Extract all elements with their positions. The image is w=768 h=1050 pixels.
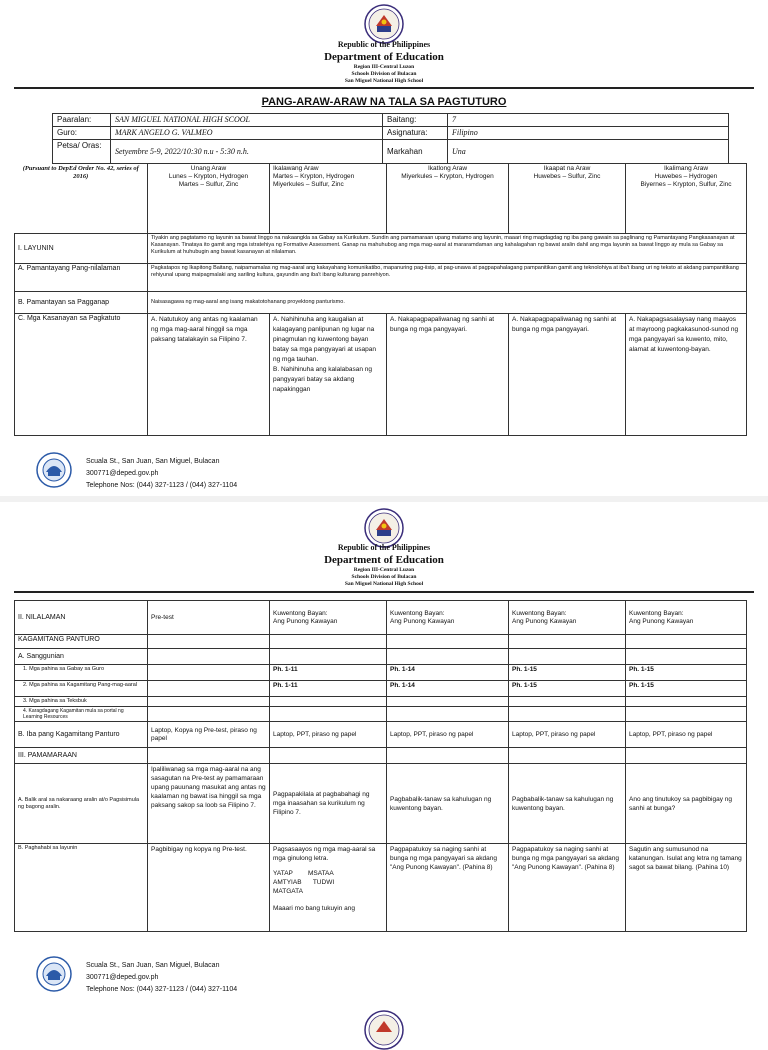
pagkatuto-day3: A. Nakapagpapaliwanag ng sanhi at bunga ng mga pangyayari. bbox=[387, 314, 509, 436]
footer-email[interactable]: 300771@deped.gov.ph bbox=[86, 974, 159, 981]
footer-1 bbox=[36, 452, 436, 502]
paaralan-label: Paaralan: bbox=[53, 114, 111, 127]
kagamitan-label: KAGAMITANG PANTURO bbox=[15, 635, 148, 649]
layunin-aralin-day2-tail: Maaari mo bang tukuyin ang bbox=[273, 905, 356, 912]
guro-pages-day5: Ph. 1-15 bbox=[626, 665, 747, 681]
pangnilalaman-text: Pagkatapos ng Ikapitong Baitang, naipamamalas ng mag-aaral ang kakayahang komunikatibo, mapanuring pag-iisip, at pag-unawa at pagpapahalagang pampanitikan gamit ang teknolohiya at iba't ibang uri ng teksto at akdang pampanitikang rehiyunal upang maipagmalaki ang sariling kultura, gayundin ang iba't ibang kulturang panrehiyon. bbox=[148, 264, 747, 292]
nilalaman-label: II. NILALAMAN bbox=[15, 601, 148, 635]
school-logo-icon bbox=[36, 956, 72, 992]
deped-seal-icon bbox=[364, 508, 404, 548]
pagkatuto-day4: A. Nakapagpapaliwanag ng sanhi at bunga ng mga pangyayari. bbox=[509, 314, 626, 436]
ibapa-day2: Laptop, PPT, piraso ng papel bbox=[270, 722, 387, 748]
layunin-aralin-label: B. Paghahabi sa layunin bbox=[15, 844, 148, 932]
page-2 bbox=[0, 500, 768, 1024]
school-logo-icon bbox=[36, 452, 72, 488]
pagkatuto-day2: A. Nahihinuha ang kaugalian at kalagayang panlipunan ng lugar na pinagmulan ng kuwentong bayan batay sa mga pangyayari at usapan ng mga tauhan. B. Nahihinuha ang kalalabasan ng pangyayari batay sa akdang napakinggan bbox=[270, 314, 387, 436]
lesson-plan-table-1 bbox=[14, 163, 747, 436]
asignatura-value: Filipino bbox=[448, 127, 729, 140]
guro-pages-day4: Ph. 1-15 bbox=[509, 665, 626, 681]
division-text: Schools Division of Bulacan bbox=[351, 71, 417, 77]
layunin-text: Tiyakin ang pagtatamo ng layunin sa bawat linggo na nakaangkla sa Gabay sa Kurikulum. Sundin ang pamamaraan upang matamo ang layunin, maaari ring magdagdag ng iba pang gawain sa paglinang ng Pamantayang Pangkasanayan at Kasanayan. Tinataya ito gamit ang mga istratehiya ng Formative Assessment. Ganap na mahuhubog ang mga mag-aaral at mararamdaman ang kahalagahan ng bawat aralin dahil ang mga layunin sa bawat linggo ay mula sa Gabay sa Kurikulum at huhubugin ang bawat kasanayan at nilalaman. bbox=[148, 234, 747, 264]
doc-title: PANG-ARAW-ARAW NA TALA SA PAGTUTURO bbox=[261, 96, 507, 108]
guro-pages-day3: Ph. 1-14 bbox=[387, 665, 509, 681]
kagamitan-pages-label: 2. Mga pahina sa Kagamitang Pang-mag-aaral bbox=[15, 681, 148, 697]
region-text: Region III-Central Luzon bbox=[353, 64, 415, 70]
kagamitan-pages-day2: Ph. 1-11 bbox=[270, 681, 387, 697]
nilalaman-day2: Kuwentong Bayan: Ang Punong Kawayan bbox=[270, 601, 387, 635]
footer-text bbox=[86, 960, 237, 996]
baitang-label: Baitang: bbox=[383, 114, 448, 127]
next-page-seal-icon bbox=[364, 1010, 404, 1050]
karagdagan-label: 4. Karagdagang Kagamitan mula sa portal ng Learning Resources bbox=[15, 707, 148, 722]
footer-2 bbox=[36, 956, 436, 1006]
region-text: Region III-Central Luzon bbox=[353, 567, 415, 573]
baitang-value: 7 bbox=[448, 114, 729, 127]
deped-order-note: (Pursuant to DepEd Order No. 42, series of 2016) bbox=[15, 164, 148, 234]
ibapa-day3: Laptop, PPT, piraso ng papel bbox=[387, 722, 509, 748]
footer-text bbox=[86, 456, 237, 492]
republic-text: Republic of the Philippines bbox=[337, 40, 431, 49]
day4-header: Ikaapat na Araw Huwebes – Sulfur, Zinc bbox=[509, 164, 626, 234]
day2-header: Ikalawang Araw Martes – Krypton, Hydrogen Miyerkules – Sulfur, Zinc bbox=[270, 164, 387, 234]
nilalaman-day5: Kuwentong Bayan: Ang Punong Kawayan bbox=[626, 601, 747, 635]
department-text: Department of Education bbox=[324, 51, 444, 63]
teksbuk-label: 3. Mga pahina sa Teksbuk bbox=[15, 697, 148, 707]
pagkatuto-day5: A. Nakapagsasalaysay nang maayos at mayroong pagkakasunod-sunod ng mga pangyayari sa kuwento, mito, alamat at kuwentong-bayan. bbox=[626, 314, 747, 436]
nilalaman-day3: Kuwentong Bayan: Ang Punong Kawayan bbox=[387, 601, 509, 635]
petsa-value: Setyembre 5-9, 2022/10:30 n.u - 5:30 n.h. bbox=[111, 140, 383, 164]
header-rule bbox=[14, 591, 754, 593]
kagamitan-pages-day5: Ph. 1-15 bbox=[626, 681, 747, 697]
asignatura-label: Asignatura: bbox=[383, 127, 448, 140]
day1-header: Unang Araw Lunes – Krypton, Hydrogen Martes – Sulfur, Zinc bbox=[148, 164, 270, 234]
page-1 bbox=[0, 0, 768, 500]
markahan-label: Markahan bbox=[383, 140, 448, 164]
balik-day5: Ano ang tinutukoy sa pagbibigay ng sanhi at bunga? bbox=[626, 764, 747, 844]
kagamitan-pages-day3: Ph. 1-14 bbox=[387, 681, 509, 697]
ibapa-day1: Laptop, Kopya ng Pre-test, piraso ng papel bbox=[148, 722, 270, 748]
scrambled-words: YATAP MSATAA AMTYIAB TUDWI MATGATA bbox=[273, 870, 335, 895]
layunin-aralin-day2-cell bbox=[270, 844, 387, 932]
balik-label: A. Balik aral sa nakaraang aralin at/o Pagsisimula ng bagong aralin. bbox=[15, 764, 148, 844]
ibapa-day5: Laptop, PPT, piraso ng papel bbox=[626, 722, 747, 748]
balik-day1: Ipaliliwanag sa mga mag-aaral na ang sasagutan na Pre-test ay pamamaraan upang pauunang masukat ang antas ng kaalaman ng bawat isa hinggil sa mga paksang sakop sa loob sa Filipino 7. bbox=[148, 764, 270, 844]
footer-address: Scuala St., San Juan, San Miguel, Bulacan bbox=[86, 458, 220, 465]
footer-address: Scuala St., San Juan, San Miguel, Bulacan bbox=[86, 962, 220, 969]
school-text: San Miguel National High School bbox=[344, 78, 424, 84]
guro-label: Guro: bbox=[53, 127, 111, 140]
layunin-aralin-day1: Pagbibigay ng kopya ng Pre-test. bbox=[148, 844, 270, 932]
balik-day3: Pagbabalik-tanaw sa kahulugan ng kuwentong bayan. bbox=[387, 764, 509, 844]
division-text: Schools Division of Bulacan bbox=[351, 574, 417, 580]
pagkatuto-label: C. Mga Kasanayan sa Pagkatuto bbox=[15, 314, 148, 436]
kagamitan-pages-day4: Ph. 1-15 bbox=[509, 681, 626, 697]
school-text: San Miguel National High School bbox=[344, 581, 424, 587]
deped-seal-icon bbox=[364, 4, 404, 44]
lesson-plan-table-2 bbox=[14, 600, 747, 932]
paaralan-value: SAN MIGUEL NATIONAL HIGH SCOOL bbox=[111, 114, 383, 127]
markahan-value: Una bbox=[448, 140, 729, 164]
footer-phone: Telephone Nos: (044) 327-1123 / (044) 327-1104 bbox=[86, 986, 238, 993]
header-rule bbox=[14, 87, 754, 89]
day5-header: Ikalimang Araw Huwebes – Hydrogen Biyernes – Krypton, Sulfur, Zinc bbox=[626, 164, 747, 234]
letterhead bbox=[0, 543, 768, 588]
footer-phone: Telephone Nos: (044) 327-1123 / (044) 327-1104 bbox=[86, 482, 238, 489]
guro-value: MARK ANGELO G. VALMEO bbox=[111, 127, 383, 140]
pagkatuto-day1: A. Natutukoy ang antas ng kaalaman ng mga mag-aaral hinggil sa mga paksang tatalakayin sa Filipino 7. bbox=[148, 314, 270, 436]
pagganap-text: Naisasagawa ng mag-aaral ang isang makatotohanang proyektong panturismo. bbox=[148, 292, 747, 314]
footer-email[interactable]: 300771@deped.gov.ph bbox=[86, 470, 159, 477]
layunin-aralin-day2: Pagsasaayos ng mga mag-aaral sa mga ginulong letra. bbox=[273, 846, 376, 862]
layunin-aralin-day4: Pagpapatukoy sa naging sanhi at bunga ng mga pangyayari sa akdang "Ang Punong Kawayan". (Pahina 8) bbox=[509, 844, 626, 932]
petsa-label: Petsa/ Oras: bbox=[53, 140, 111, 164]
nilalaman-day4: Kuwentong Bayan: Ang Punong Kawayan bbox=[509, 601, 626, 635]
balik-day4: Pagbabalik-tanaw sa kahulugan ng kuwentong bayan. bbox=[509, 764, 626, 844]
pagganap-label: B. Pamantayan sa Pagganap bbox=[15, 292, 148, 314]
pangnilalaman-label: A. Pamantayang Pang-nilalaman bbox=[15, 264, 148, 292]
layunin-aralin-day5: Sagutin ang sumusunod na katanungan. Isulat ang letra ng tamang sagot sa bawat bilang. (Pahina 10) bbox=[626, 844, 747, 932]
ibapa-label: B. Iba pang Kagamitang Panturo bbox=[15, 722, 148, 748]
layunin-label: I. LAYUNIN bbox=[15, 234, 148, 264]
ibapa-day4: Laptop, PPT, piraso ng papel bbox=[509, 722, 626, 748]
info-table bbox=[52, 113, 729, 164]
department-text: Department of Education bbox=[324, 554, 444, 566]
layunin-aralin-day3: Pagpapatukoy sa naging sanhi at bunga ng mga pangyayari sa akdang "Ang Punong Kawayan". (Pahina 8) bbox=[387, 844, 509, 932]
letterhead bbox=[0, 40, 768, 85]
republic-text: Republic of the Philippines bbox=[337, 543, 431, 552]
guro-pages-day2: Ph. 1-11 bbox=[270, 665, 387, 681]
guro-pages-label: 1. Mga pahina sa Gabay sa Guro bbox=[15, 665, 148, 681]
sanggunian-label: A. Sanggunian bbox=[15, 649, 148, 665]
balik-day2: Pagpapakilala at pagbabahagi ng mga inaasahan sa kurikulum ng Filipino 7. bbox=[270, 764, 387, 844]
pamamaraan-label: III. PAMAMARAAN bbox=[15, 748, 148, 764]
nilalaman-day1: Pre-test bbox=[148, 601, 270, 635]
day3-header: Ikatlong Araw Miyerkules – Krypton, Hydrogen bbox=[387, 164, 509, 234]
